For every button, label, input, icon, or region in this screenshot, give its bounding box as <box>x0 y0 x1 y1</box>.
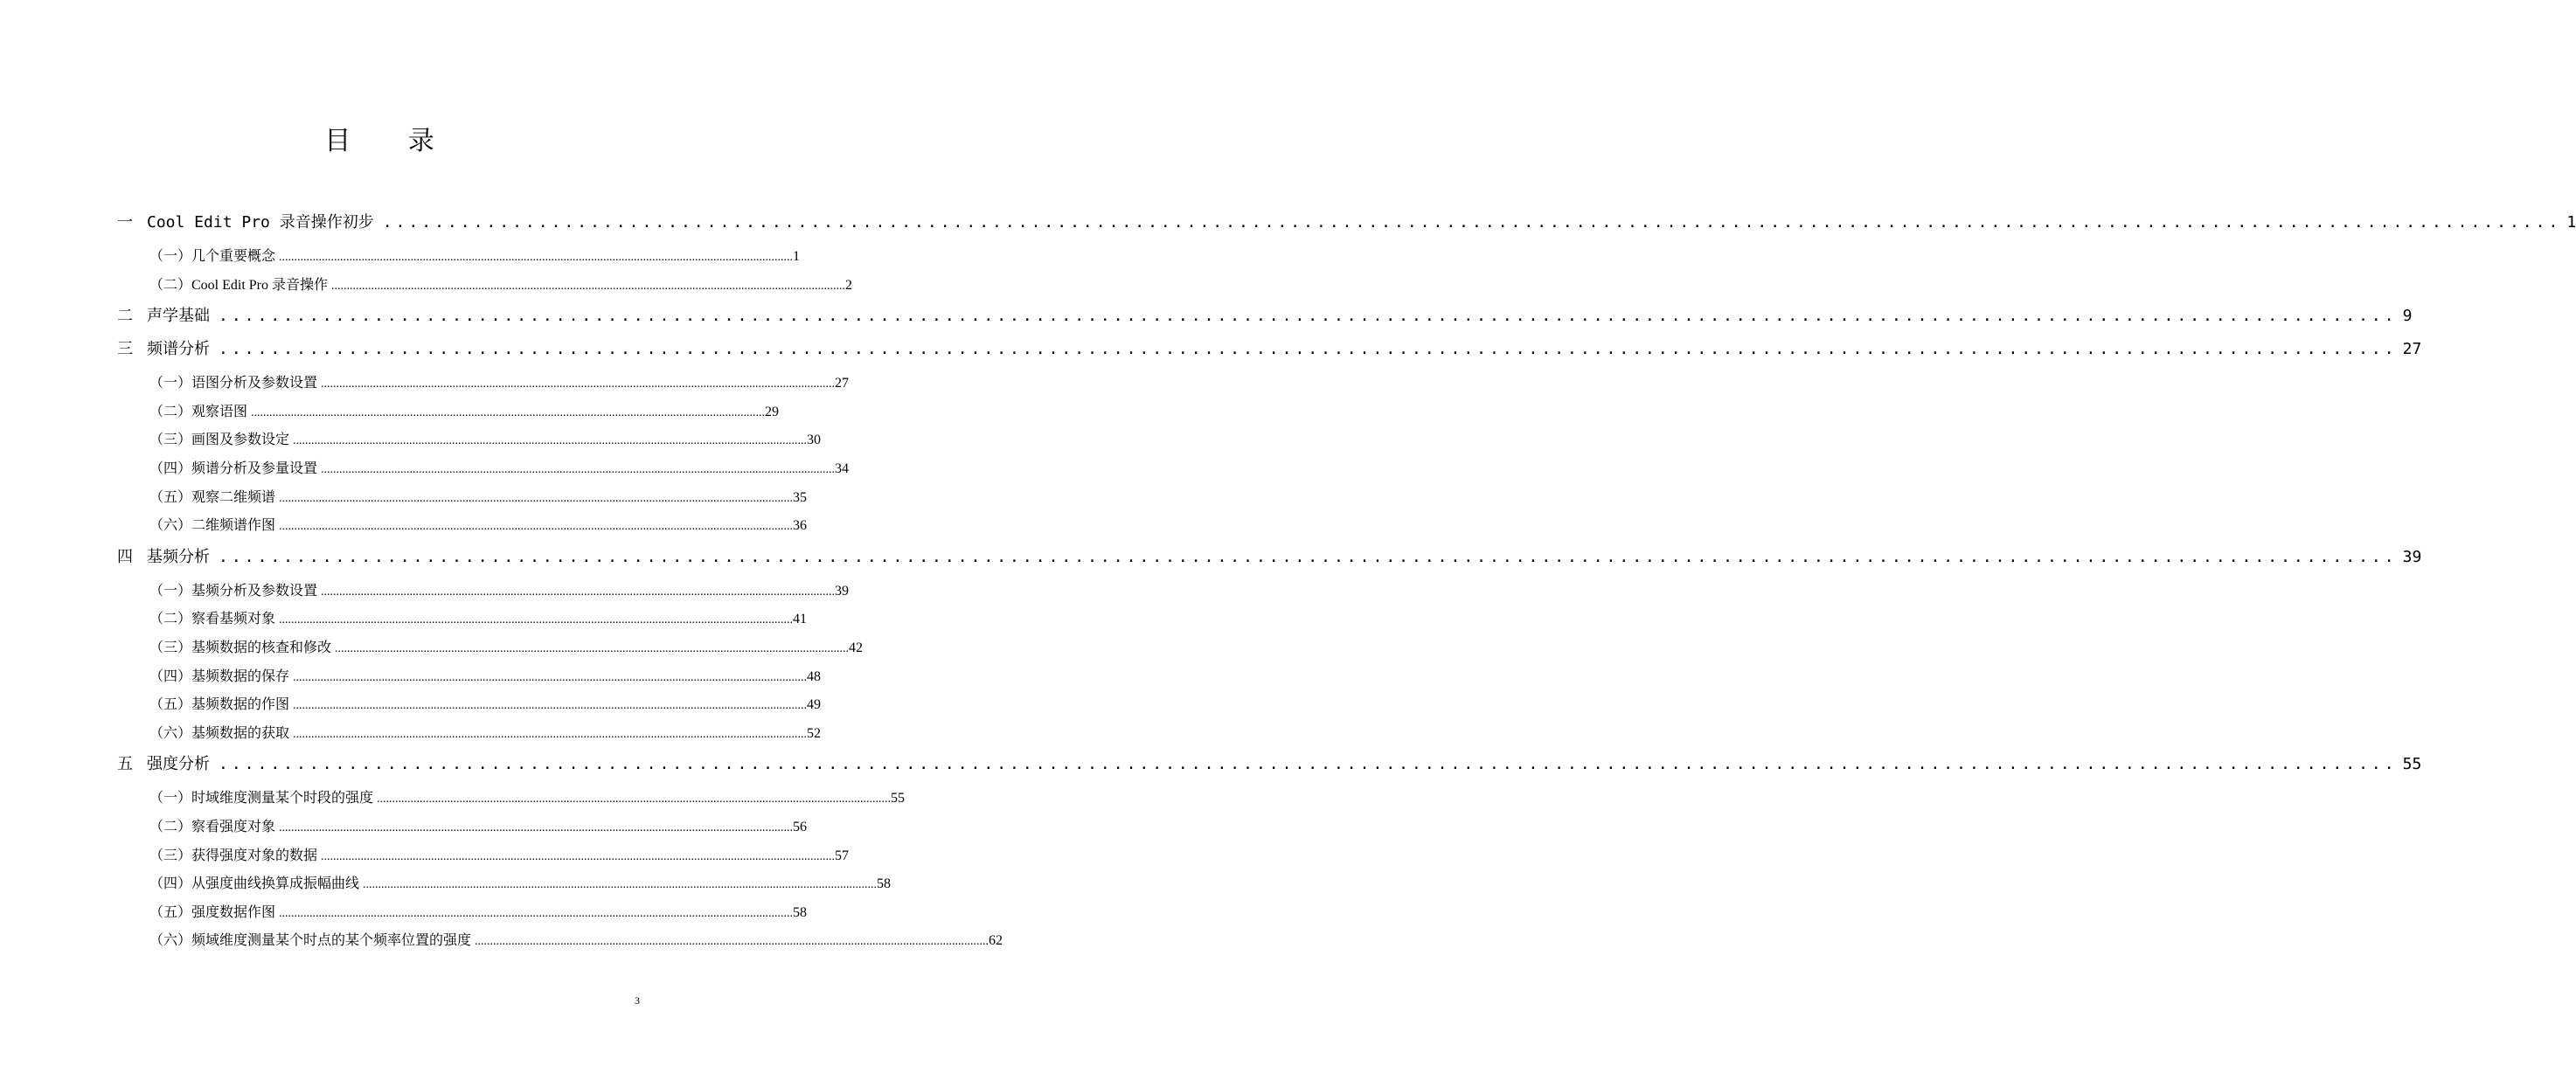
chapter-label: 强度分析 <box>147 755 210 774</box>
chapter-page-number: 1 <box>2566 213 2576 232</box>
toc-section[interactable] <box>117 720 822 749</box>
section-label: （六）频域维度测量某个时点的某个频率位置的强度 <box>149 933 472 949</box>
section-page-number: 48 <box>807 668 822 684</box>
chapter-label: 声学基础 <box>147 307 210 326</box>
dot-leader: ........................................................................................................................................................................ <box>293 434 808 448</box>
toc-section[interactable] <box>117 272 853 301</box>
section-page-number: 56 <box>793 819 808 834</box>
dot-leader: ........................................................................................................................................................................ <box>363 878 878 892</box>
dot-leader: ........................................................................................................................................................................ <box>335 641 850 655</box>
chapter-label: Cool Edit Pro 录音操作初步 <box>147 213 374 232</box>
section-page-number: 49 <box>807 697 822 713</box>
section-label: （一）基频分析及参数设置 <box>149 583 318 599</box>
toc-chapter[interactable] <box>117 300 2413 333</box>
chapter-number: 二 <box>117 307 133 326</box>
toc-section[interactable] <box>117 663 822 692</box>
dot-leader: ........................................................................................................................................................................ <box>331 279 846 293</box>
dot-leader: ........................................................................................................................................................................ <box>219 755 2398 774</box>
toc-section[interactable] <box>117 927 1003 956</box>
section-page-number: 1 <box>793 249 801 264</box>
dot-leader: ........................................................................................................................................................................ <box>321 462 836 476</box>
dot-leader: ........................................................................................................................................................................ <box>475 935 989 949</box>
section-page-number: 55 <box>891 791 906 806</box>
toc-section[interactable] <box>117 243 801 272</box>
chapter-title <box>117 300 210 333</box>
section-page-number: 41 <box>793 612 808 627</box>
toc-section[interactable] <box>117 691 822 720</box>
section-page-number: 57 <box>835 848 850 863</box>
section-label: （二）Cool Edit Pro 录音操作 <box>149 277 329 293</box>
toc-section[interactable] <box>117 634 864 663</box>
toc-chapter[interactable] <box>117 206 2576 239</box>
section-label: （三）获得强度对象的数据 <box>149 848 318 863</box>
table-of-contents <box>117 206 2576 956</box>
section-page-number: 42 <box>849 640 864 655</box>
dot-leader: ........................................................................................................................................................................ <box>293 727 808 741</box>
chapter-page-number: 39 <box>2402 547 2422 566</box>
dot-leader: ........................................................................................................................................................................ <box>279 613 794 627</box>
toc-section[interactable] <box>117 813 808 842</box>
chapter-number: 五 <box>117 755 133 774</box>
chapter-number: 一 <box>117 213 133 232</box>
section-page-number: 2 <box>845 277 853 293</box>
section-page-number: 36 <box>793 518 808 534</box>
chapter-title <box>117 748 210 781</box>
section-label: （二）察看强度对象 <box>149 819 276 834</box>
chapter-label: 基频分析 <box>147 547 210 566</box>
section-label: （二）观察语图 <box>149 404 248 419</box>
section-label: （二）察看基频对象 <box>149 612 276 627</box>
toc-section[interactable] <box>117 842 850 871</box>
dot-leader: ........................................................................................................................................................................ <box>251 405 766 419</box>
dot-leader: ........................................................................................................................................................................ <box>293 670 808 684</box>
dot-leader: ........................................................................................................................................................................ <box>321 585 836 599</box>
dot-leader: ........................................................................................................................................................................ <box>279 820 794 834</box>
section-page-number: 29 <box>765 404 780 419</box>
toc-chapter[interactable] <box>117 333 2422 366</box>
section-label: （六）基频数据的获取 <box>149 725 290 741</box>
section-label: （三）基频数据的核查和修改 <box>149 640 332 655</box>
dot-leader: ........................................................................................................................................................................ <box>279 251 794 264</box>
chapter-number: 四 <box>117 547 133 566</box>
dot-leader: ........................................................................................................................................................................ <box>382 213 2562 232</box>
chapter-label: 频谱分析 <box>147 340 210 359</box>
section-label: （一）几个重要概念 <box>149 249 276 264</box>
dot-leader: ........................................................................................................................................................................ <box>279 520 794 534</box>
dot-leader: ........................................................................................................................................................................ <box>219 307 2398 326</box>
section-page-number: 27 <box>835 376 850 391</box>
dot-leader: ........................................................................................................................................................................ <box>293 699 808 713</box>
toc-section[interactable] <box>117 606 808 634</box>
toc-chapter[interactable] <box>117 748 2422 781</box>
section-page-number: 30 <box>807 433 822 448</box>
toc-section[interactable] <box>117 426 822 455</box>
chapter-title <box>117 333 210 366</box>
dot-leader: ........................................................................................................................................................................ <box>321 849 836 863</box>
toc-chapter[interactable] <box>117 541 2422 574</box>
dot-leader: ........................................................................................................................................................................ <box>377 793 892 806</box>
toc-section[interactable] <box>117 899 808 928</box>
chapter-number: 三 <box>117 340 133 359</box>
page-number: 3 <box>635 994 640 1007</box>
dot-leader: ........................................................................................................................................................................ <box>321 377 836 391</box>
section-page-number: 52 <box>807 725 822 741</box>
toc-section[interactable] <box>117 785 906 813</box>
dot-leader: ........................................................................................................................................................................ <box>279 906 794 920</box>
toc-section[interactable] <box>117 578 850 606</box>
section-page-number: 39 <box>835 583 850 599</box>
toc-section[interactable] <box>117 370 850 398</box>
section-page-number: 58 <box>793 904 808 920</box>
section-label: （一）语图分析及参数设置 <box>149 376 318 391</box>
section-label: （四）频谱分析及参量设置 <box>149 460 318 476</box>
chapter-title <box>117 206 374 239</box>
toc-section[interactable] <box>117 398 780 427</box>
toc-section[interactable] <box>117 870 892 899</box>
section-page-number: 35 <box>793 489 808 505</box>
chapter-title <box>117 541 210 574</box>
toc-section[interactable] <box>117 512 808 541</box>
section-label: （六）二维频谱作图 <box>149 518 276 534</box>
dot-leader: ........................................................................................................................................................................ <box>279 491 794 505</box>
toc-section[interactable] <box>117 455 850 484</box>
section-page-number: 34 <box>835 460 850 476</box>
section-label: （四）基频数据的保存 <box>149 668 290 684</box>
section-page-number: 62 <box>989 933 1003 949</box>
section-label: （五）基频数据的作图 <box>149 697 290 713</box>
dot-leader: ........................................................................................................................................................................ <box>219 547 2398 566</box>
chapter-page-number: 55 <box>2402 755 2422 774</box>
chapter-page-number: 9 <box>2402 307 2413 326</box>
chapter-page-number: 27 <box>2402 340 2422 359</box>
section-label: （五）强度数据作图 <box>149 904 276 920</box>
section-label: （三）画图及参数设定 <box>149 433 290 448</box>
section-label: （一）时域维度测量某个时段的强度 <box>149 791 374 806</box>
page-title: 目 录 <box>324 126 459 156</box>
dot-leader: ........................................................................................................................................................................ <box>219 340 2398 359</box>
section-label: （五）观察二维频谱 <box>149 489 276 505</box>
section-label: （四）从强度曲线换算成振幅曲线 <box>149 876 360 892</box>
toc-section[interactable] <box>117 484 808 513</box>
section-page-number: 58 <box>877 876 892 892</box>
